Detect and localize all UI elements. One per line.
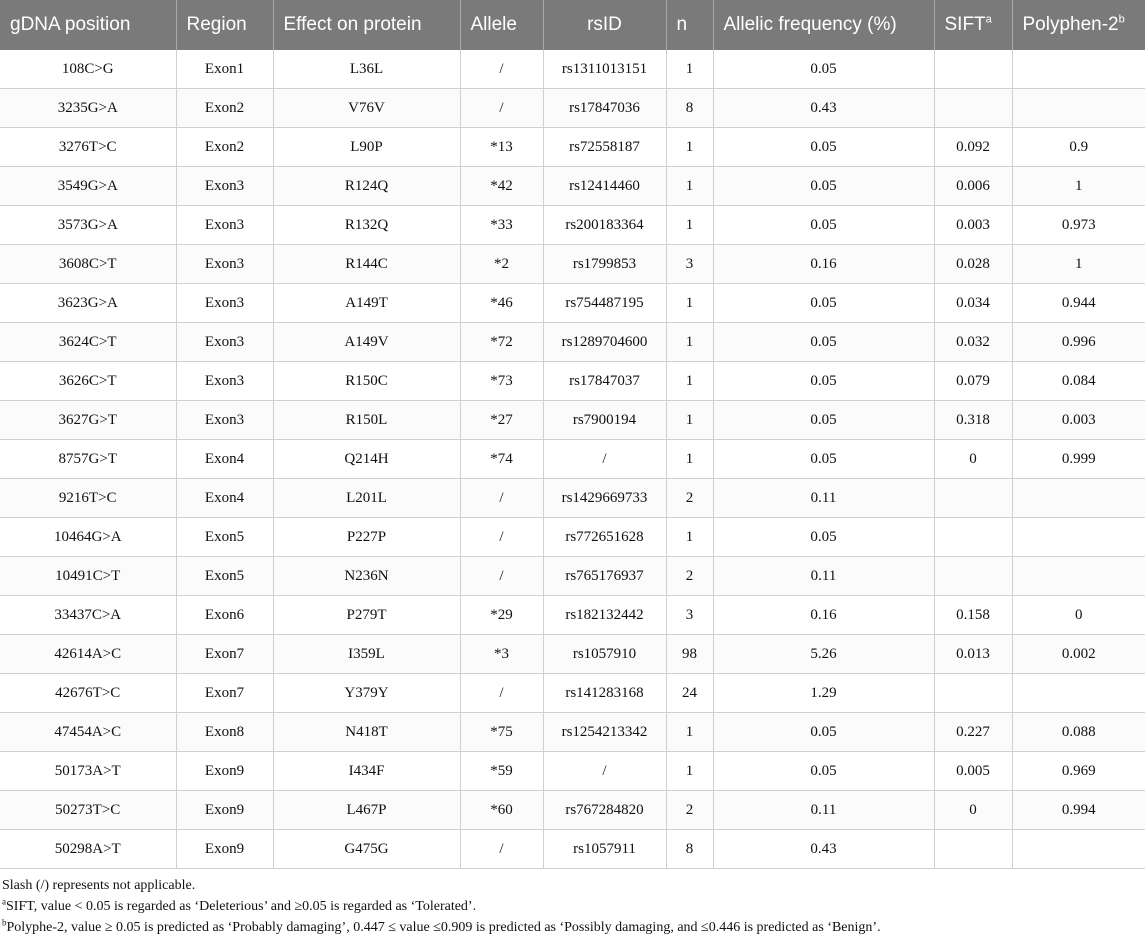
cell-allelic-frequency: 0.11 [713,557,934,596]
cell-polyphen2 [1012,518,1145,557]
cell-rsid: rs72558187 [543,128,666,167]
cell-sift: 0 [934,440,1012,479]
cell-allele: / [460,518,543,557]
cell-region: Exon2 [176,89,273,128]
cell-effect-on-protein: P279T [273,596,460,635]
cell-gdna-position: 10491C>T [0,557,176,596]
cell-polyphen2 [1012,674,1145,713]
cell-region: Exon6 [176,596,273,635]
table-row [0,830,1145,869]
cell-allelic-frequency: 0.05 [713,401,934,440]
cell-region: Exon9 [176,830,273,869]
cell-effect-on-protein: R144C [273,245,460,284]
table-row [0,89,1145,128]
cell-sift: 0.028 [934,245,1012,284]
cell-region: Exon3 [176,284,273,323]
cell-sift: 0.013 [934,635,1012,674]
table-body [0,50,1145,869]
cell-allelic-frequency: 0.11 [713,479,934,518]
cell-gdna-position: 42676T>C [0,674,176,713]
cell-rsid: rs767284820 [543,791,666,830]
cell-effect-on-protein: N418T [273,713,460,752]
cell-sift [934,557,1012,596]
cell-rsid: rs772651628 [543,518,666,557]
footnote-sift: $^a$SIFT, value < 0.05 is regarded as ‘Deleterious’ and ≥0.05 is regarded as ‘Tolerated’. [2,896,477,914]
cell-allele: *74 [460,440,543,479]
cell-rsid: rs1429669733 [543,479,666,518]
cell-effect-on-protein: R150C [273,362,460,401]
cell-allelic-frequency: 0.43 [713,89,934,128]
table-footnotes [0,869,1145,938]
cell-rsid: rs754487195 [543,284,666,323]
cell-allelic-frequency: 0.05 [713,50,934,89]
cell-gdna-position: 3549G>A [0,167,176,206]
cell-rsid: rs1799853 [543,245,666,284]
cell-gdna-position: 9216T>C [0,479,176,518]
cell-gdna-position: 10464G>A [0,518,176,557]
cell-region: Exon3 [176,245,273,284]
cell-n: 1 [666,206,713,245]
cell-effect-on-protein: G475G [273,830,460,869]
cell-gdna-position: 3235G>A [0,89,176,128]
cell-region: Exon7 [176,635,273,674]
cell-allelic-frequency: 0.05 [713,128,934,167]
table-header-row [0,0,1145,50]
cell-polyphen2: 0.9 [1012,128,1145,167]
table-row [0,284,1145,323]
cell-effect-on-protein: Q214H [273,440,460,479]
cell-region: Exon5 [176,518,273,557]
cell-allele: / [460,557,543,596]
cell-sift: 0.318 [934,401,1012,440]
cell-allele: / [460,479,543,518]
cell-gdna-position: 3626C>T [0,362,176,401]
cell-rsid: rs17847037 [543,362,666,401]
cell-polyphen2 [1012,557,1145,596]
cell-polyphen2: 0.002 [1012,635,1145,674]
cell-polyphen2: 0.944 [1012,284,1145,323]
header-polyphen2: Polyphen-2$^b$ [1012,0,1145,50]
cell-region: Exon7 [176,674,273,713]
cell-n: 2 [666,791,713,830]
cell-n: 8 [666,830,713,869]
header-gdna-position: gDNA position [0,0,176,50]
cell-allelic-frequency: 0.05 [713,440,934,479]
cell-allele: *60 [460,791,543,830]
cell-n: 2 [666,557,713,596]
cell-rsid: rs7900194 [543,401,666,440]
cell-gdna-position: 3624C>T [0,323,176,362]
cell-allele: *73 [460,362,543,401]
cell-polyphen2: 0.999 [1012,440,1145,479]
cell-gdna-position: 47454A>C [0,713,176,752]
cell-gdna-position: 8757G>T [0,440,176,479]
cell-region: Exon3 [176,323,273,362]
cell-polyphen2: 0.973 [1012,206,1145,245]
cell-allelic-frequency: 0.05 [713,518,934,557]
cell-allele: / [460,830,543,869]
table-row [0,635,1145,674]
cell-rsid: rs765176937 [543,557,666,596]
cell-allelic-frequency: 0.43 [713,830,934,869]
table-row [0,518,1145,557]
cell-effect-on-protein: V76V [273,89,460,128]
cell-region: Exon3 [176,167,273,206]
cell-n: 3 [666,245,713,284]
cell-sift [934,674,1012,713]
cell-sift: 0.092 [934,128,1012,167]
cell-allele: *13 [460,128,543,167]
table-row [0,206,1145,245]
cell-gdna-position: 50173A>T [0,752,176,791]
cell-sift: 0 [934,791,1012,830]
cell-allelic-frequency: 0.05 [713,362,934,401]
cell-n: 1 [666,401,713,440]
cell-allelic-frequency: 0.05 [713,323,934,362]
cell-allele: *72 [460,323,543,362]
cell-gdna-position: 50273T>C [0,791,176,830]
cell-gdna-position: 50298A>T [0,830,176,869]
header-effect-on-protein: Effect on protein [273,0,460,50]
cell-effect-on-protein: L201L [273,479,460,518]
cell-sift: 0.158 [934,596,1012,635]
cell-n: 1 [666,284,713,323]
cell-region: Exon9 [176,791,273,830]
cell-rsid: rs141283168 [543,674,666,713]
table-row [0,713,1145,752]
cell-sift: 0.003 [934,206,1012,245]
cell-sift [934,479,1012,518]
table-row [0,245,1145,284]
table-row [0,50,1145,89]
table-row [0,440,1145,479]
cell-allelic-frequency: 0.11 [713,791,934,830]
cell-rsid: rs182132442 [543,596,666,635]
cell-allele: / [460,50,543,89]
cell-sift [934,89,1012,128]
cell-region: Exon2 [176,128,273,167]
cell-sift [934,830,1012,869]
cell-sift: 0.227 [934,713,1012,752]
cell-n: 1 [666,440,713,479]
table-row [0,557,1145,596]
cell-gdna-position: 3627G>T [0,401,176,440]
cell-rsid: rs1057911 [543,830,666,869]
cell-sift: 0.079 [934,362,1012,401]
cell-n: 1 [666,50,713,89]
cell-sift: 0.005 [934,752,1012,791]
footnote-slash: Slash (/) represents not applicable. [2,878,196,893]
cell-polyphen2: 0.994 [1012,791,1145,830]
table-row [0,752,1145,791]
cell-effect-on-protein: L90P [273,128,460,167]
cell-n: 24 [666,674,713,713]
cell-region: Exon3 [176,206,273,245]
cell-polyphen2: 0.084 [1012,362,1145,401]
cell-allele: *3 [460,635,543,674]
cell-region: Exon5 [176,557,273,596]
cell-gdna-position: 3623G>A [0,284,176,323]
cell-n: 1 [666,323,713,362]
cell-allelic-frequency: 0.05 [713,713,934,752]
cell-allele: / [460,674,543,713]
cell-n: 1 [666,752,713,791]
cell-polyphen2: 0.003 [1012,401,1145,440]
cell-effect-on-protein: L467P [273,791,460,830]
cell-allelic-frequency: 1.29 [713,674,934,713]
table-row [0,128,1145,167]
cell-polyphen2: 0.088 [1012,713,1145,752]
table-row [0,674,1145,713]
cell-allelic-frequency: 0.05 [713,284,934,323]
cell-rsid: rs200183364 [543,206,666,245]
cell-sift [934,518,1012,557]
cell-gdna-position: 3276T>C [0,128,176,167]
cell-allele: *29 [460,596,543,635]
cell-allelic-frequency: 0.05 [713,167,934,206]
cell-n: 1 [666,518,713,557]
header-polyphen2-footnote-mark: b [1118,13,1125,26]
cell-effect-on-protein: R150L [273,401,460,440]
cell-effect-on-protein: I434F [273,752,460,791]
cell-allelic-frequency: 0.16 [713,596,934,635]
footnote-polyphen: $^b$Polyphe-2, value ≥ 0.05 is predicted as ‘Probably damaging’, 0.447 ≤ value ≤0.909 is predicted as ‘Possibly damaging, and ≤0.446 is predicted as ‘Benign’. [2,917,881,935]
cell-allele: *33 [460,206,543,245]
header-region: Region [176,0,273,50]
cell-n: 1 [666,128,713,167]
cell-effect-on-protein: A149T [273,284,460,323]
cell-sift: 0.032 [934,323,1012,362]
cell-rsid: rs17847036 [543,89,666,128]
cell-gdna-position: 33437C>A [0,596,176,635]
cell-sift: 0.034 [934,284,1012,323]
cell-effect-on-protein: P227P [273,518,460,557]
cell-rsid: / [543,440,666,479]
cell-effect-on-protein: A149V [273,323,460,362]
cell-n: 8 [666,89,713,128]
cell-region: Exon3 [176,362,273,401]
cell-polyphen2: 0.996 [1012,323,1145,362]
cell-region: Exon3 [176,401,273,440]
cell-allelic-frequency: 0.05 [713,206,934,245]
cell-polyphen2: 1 [1012,245,1145,284]
cell-region: Exon4 [176,440,273,479]
cell-allele: *75 [460,713,543,752]
cell-n: 1 [666,713,713,752]
cell-polyphen2: 1 [1012,167,1145,206]
cell-region: Exon8 [176,713,273,752]
header-sift: SIFT$^a$ [934,0,1012,50]
table-row [0,479,1145,518]
cell-allele: / [460,89,543,128]
cell-sift: 0.006 [934,167,1012,206]
cell-gdna-position: 3573G>A [0,206,176,245]
cell-allele: *42 [460,167,543,206]
cell-rsid: rs1057910 [543,635,666,674]
cell-allele: *2 [460,245,543,284]
cell-effect-on-protein: N236N [273,557,460,596]
cell-gdna-position: 108C>G [0,50,176,89]
table-row [0,362,1145,401]
table-row [0,596,1145,635]
cell-allelic-frequency: 5.26 [713,635,934,674]
table-row [0,323,1145,362]
cell-rsid: rs1254213342 [543,713,666,752]
cell-rsid: rs1289704600 [543,323,666,362]
cell-rsid: / [543,752,666,791]
cell-polyphen2: 0.969 [1012,752,1145,791]
cell-allele: *46 [460,284,543,323]
cell-allele: *59 [460,752,543,791]
cell-effect-on-protein: I359L [273,635,460,674]
cell-region: Exon9 [176,752,273,791]
cell-polyphen2 [1012,479,1145,518]
header-rsid: rsID [543,0,666,50]
header-allele: Allele [460,0,543,50]
cell-n: 98 [666,635,713,674]
table-row [0,791,1145,830]
cell-polyphen2 [1012,50,1145,89]
cell-rsid: rs12414460 [543,167,666,206]
cell-allelic-frequency: 0.05 [713,752,934,791]
cell-polyphen2 [1012,89,1145,128]
header-n: n [666,0,713,50]
header-sift-footnote-mark: a [985,13,992,26]
cell-allele: *27 [460,401,543,440]
table-row [0,401,1145,440]
cell-polyphen2 [1012,830,1145,869]
cell-effect-on-protein: Y379Y [273,674,460,713]
cell-allelic-frequency: 0.16 [713,245,934,284]
cell-effect-on-protein: R124Q [273,167,460,206]
cell-gdna-position: 3608C>T [0,245,176,284]
cell-sift [934,50,1012,89]
cell-n: 3 [666,596,713,635]
cell-gdna-position: 42614A>C [0,635,176,674]
cell-region: Exon1 [176,50,273,89]
table-row [0,167,1145,206]
cell-effect-on-protein: R132Q [273,206,460,245]
cell-region: Exon4 [176,479,273,518]
cell-n: 1 [666,362,713,401]
cell-effect-on-protein: L36L [273,50,460,89]
cell-n: 2 [666,479,713,518]
cell-rsid: rs1311013151 [543,50,666,89]
header-allelic-frequency: Allelic frequency (%) [713,0,934,50]
cell-polyphen2: 0 [1012,596,1145,635]
cell-n: 1 [666,167,713,206]
